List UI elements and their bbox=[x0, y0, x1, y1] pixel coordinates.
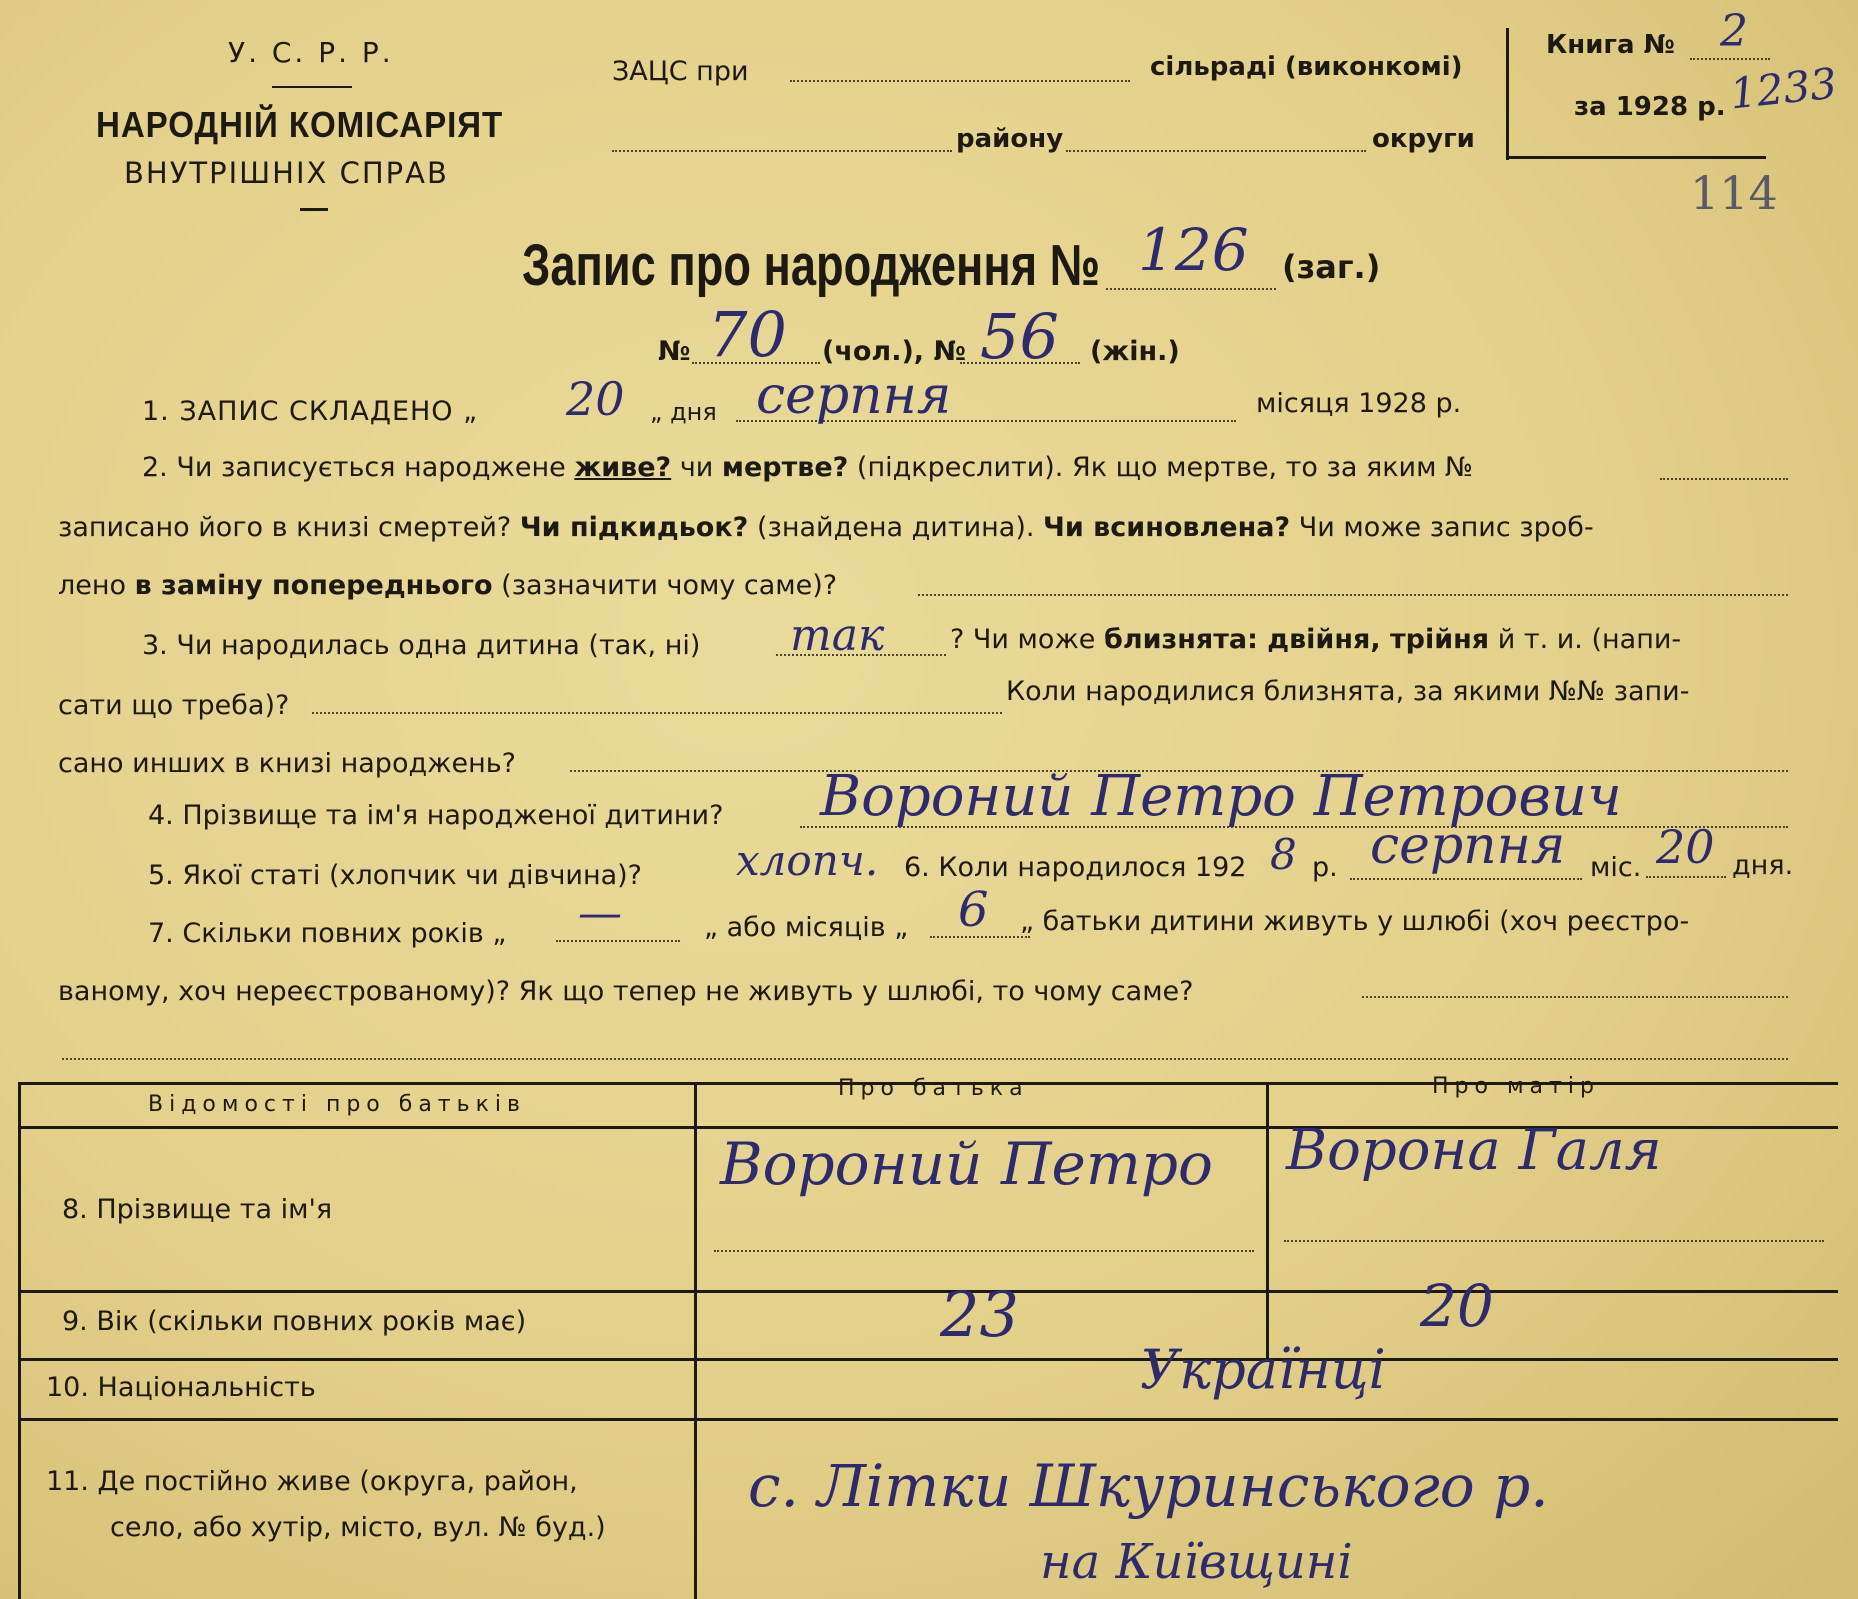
female-label: (жін.) bbox=[1090, 336, 1180, 367]
q4-label: 4. Прізвище та ім'я народженої дитини? bbox=[148, 800, 724, 831]
okruga-field bbox=[1066, 150, 1366, 152]
table-border bbox=[18, 1418, 1838, 1421]
q6-mis-label: міс. bbox=[1590, 852, 1642, 883]
father-name-field bbox=[714, 1250, 1254, 1252]
q3-text: 3. Чи народилась одна дитина (так, ні) bbox=[142, 630, 701, 661]
q3-text: сано инших в книзі народжень? bbox=[58, 748, 516, 779]
total-number-field bbox=[1106, 288, 1276, 290]
q2-text: 2. Чи записується народжене bbox=[142, 452, 566, 483]
father-age: 23 bbox=[940, 1278, 1019, 1351]
q2-replacement-field bbox=[918, 594, 1788, 596]
male-label: (чол.), № bbox=[822, 336, 966, 367]
total-suffix: (заг.) bbox=[1282, 248, 1381, 286]
q3-text: сати що треба)? bbox=[58, 690, 290, 721]
q7-reason-field bbox=[1362, 996, 1788, 998]
corner-mark: 114 bbox=[1690, 166, 1778, 220]
residence-line1: с. Літки Шкуринського р. bbox=[748, 1452, 1549, 1520]
republic-name: У. С. Р. Р. bbox=[228, 36, 394, 69]
q2-line3 bbox=[58, 570, 837, 601]
row-residence-label: село, або хутір, місто, вул. № буд.) bbox=[110, 1512, 606, 1543]
q7-months: 6 bbox=[958, 882, 989, 938]
q2-text: Чи може запис зроб- bbox=[1298, 512, 1594, 543]
total-number: 126 bbox=[1138, 216, 1249, 284]
row-age-label: 9. Вік (скільки повних років має) bbox=[62, 1306, 527, 1337]
nationality: Українці bbox=[1140, 1338, 1386, 1401]
q1-day: 20 bbox=[566, 372, 625, 426]
mother-age: 20 bbox=[1420, 1272, 1494, 1340]
q6-r-label: р. bbox=[1312, 852, 1338, 883]
book-box-border bbox=[1506, 156, 1766, 159]
table-header-father: Про батька bbox=[838, 1076, 1029, 1101]
q2-text: чи bbox=[679, 452, 714, 483]
book-number: 2 bbox=[1720, 6, 1748, 57]
q1-day-label: „ дня bbox=[650, 398, 717, 426]
q7-text: ваному, хоч нереєстрованому)? Як що тепер не живуть у шлюбі, то чому саме? bbox=[58, 976, 1194, 1007]
q6-month-field bbox=[1350, 878, 1582, 880]
commissariat-title: НАРОДНІЙ КОМІСАРІЯТ bbox=[96, 104, 504, 145]
q6-month: серпня bbox=[1370, 816, 1566, 876]
q1-label: 1. ЗАПИС СКЛАДЕНО „ bbox=[142, 396, 479, 427]
table-border bbox=[1266, 1082, 1269, 1358]
book-field bbox=[1690, 58, 1770, 60]
zags-field bbox=[790, 80, 1130, 82]
q7-years: — bbox=[578, 888, 622, 939]
q2-adopted: Чи всиновлена? bbox=[1043, 512, 1291, 543]
q2-alive: живе? bbox=[574, 452, 672, 483]
okruga-label: округи bbox=[1372, 124, 1475, 154]
mother-name: Ворона Галя bbox=[1286, 1118, 1662, 1183]
q2-text: (знайдена дитина). bbox=[756, 512, 1035, 543]
q2-text: (зазначити чому саме)? bbox=[501, 570, 838, 601]
q6-year-digit: 8 bbox=[1270, 830, 1297, 879]
father-name: Вороний Петро bbox=[720, 1130, 1213, 1198]
q2-death-no-field bbox=[1660, 478, 1788, 480]
book-box-border bbox=[1506, 28, 1509, 160]
q5-sex: хлопч. bbox=[736, 836, 879, 885]
mother-name-field bbox=[1284, 1240, 1824, 1242]
table-border bbox=[18, 1358, 1838, 1361]
q3-twins: близнята: двійня, трійня bbox=[1103, 624, 1490, 655]
table-border bbox=[18, 1290, 1838, 1293]
table-border bbox=[694, 1082, 697, 1599]
q2-dead: мертве? bbox=[721, 452, 849, 483]
council-label: сільраді (виконкомі) bbox=[1150, 52, 1463, 82]
row-nationality-label: 10. Національність bbox=[46, 1372, 316, 1403]
q2-replacement: в заміну попереднього bbox=[134, 570, 493, 601]
q7-years-field bbox=[556, 940, 680, 942]
q2-line2 bbox=[58, 512, 1594, 543]
district-label: району bbox=[956, 124, 1064, 154]
q2-text: записано його в книзі смертей? bbox=[58, 512, 512, 543]
table-border bbox=[18, 1082, 21, 1599]
row-name-label: 8. Прізвище та ім'я bbox=[62, 1194, 333, 1225]
q3-text: й т. и. (напи- bbox=[1497, 624, 1682, 655]
commissariat-subtitle: ВНУТРІШНІХ СПРАВ bbox=[124, 156, 449, 190]
zags-label: ЗАЦС при bbox=[612, 56, 749, 87]
q6-day: 20 bbox=[1656, 820, 1715, 874]
q4-child-name: Вороний Петро Петрович bbox=[820, 764, 1622, 829]
female-number: 56 bbox=[980, 300, 1059, 373]
q3-text: ? Чи може bbox=[950, 624, 1096, 655]
table-header-mother: Про матір bbox=[1432, 1074, 1600, 1099]
table-header-info: Відомості про батьків bbox=[148, 1092, 526, 1117]
q2-text: (підкреслити). Як що мертве, то за яким № bbox=[856, 452, 1474, 483]
district-field bbox=[612, 150, 952, 152]
q2-foundling: Чи підкидьок? bbox=[519, 512, 749, 543]
divider bbox=[300, 208, 328, 211]
q3-twins-field bbox=[312, 712, 1002, 714]
q7-reason-field-2 bbox=[62, 1058, 1788, 1060]
q7-text: 7. Скільки повних років „ bbox=[148, 918, 507, 949]
q1-month: серпня bbox=[756, 366, 952, 426]
q6-day-label: дня. bbox=[1732, 850, 1794, 881]
q6-label: 6. Коли народилося 192 bbox=[904, 852, 1247, 883]
q7-text: „ або місяців „ bbox=[704, 912, 909, 943]
q2-text: лено bbox=[58, 570, 127, 601]
q3-text: Коли народилися близнята, за якими №№ запи- bbox=[1006, 676, 1690, 707]
male-no-label: № bbox=[658, 336, 691, 367]
q3-line1-rest bbox=[950, 624, 1681, 655]
q7-text: „ батьки дитини живуть у шлюбі (хоч реєстро- bbox=[1020, 906, 1690, 937]
row-residence-label: 11. Де постійно живе (округа, район, bbox=[46, 1466, 578, 1497]
year-number: 1233 bbox=[1727, 58, 1840, 119]
q2-line1 bbox=[142, 452, 1473, 483]
year-label: за 1928 р. bbox=[1574, 92, 1726, 122]
q5-label: 5. Якої статі (хлопчик чи дівчина)? bbox=[148, 860, 643, 891]
divider bbox=[272, 86, 352, 88]
document-title: Запис про народження № bbox=[522, 233, 1101, 298]
residence-line2: на Київщині bbox=[1040, 1534, 1353, 1590]
q6-day-field bbox=[1646, 876, 1726, 878]
male-number: 70 bbox=[708, 298, 787, 371]
q1-month-label: місяця 1928 р. bbox=[1256, 388, 1462, 419]
q3-answer: так bbox=[790, 610, 885, 661]
book-label: Книга № bbox=[1546, 30, 1675, 60]
